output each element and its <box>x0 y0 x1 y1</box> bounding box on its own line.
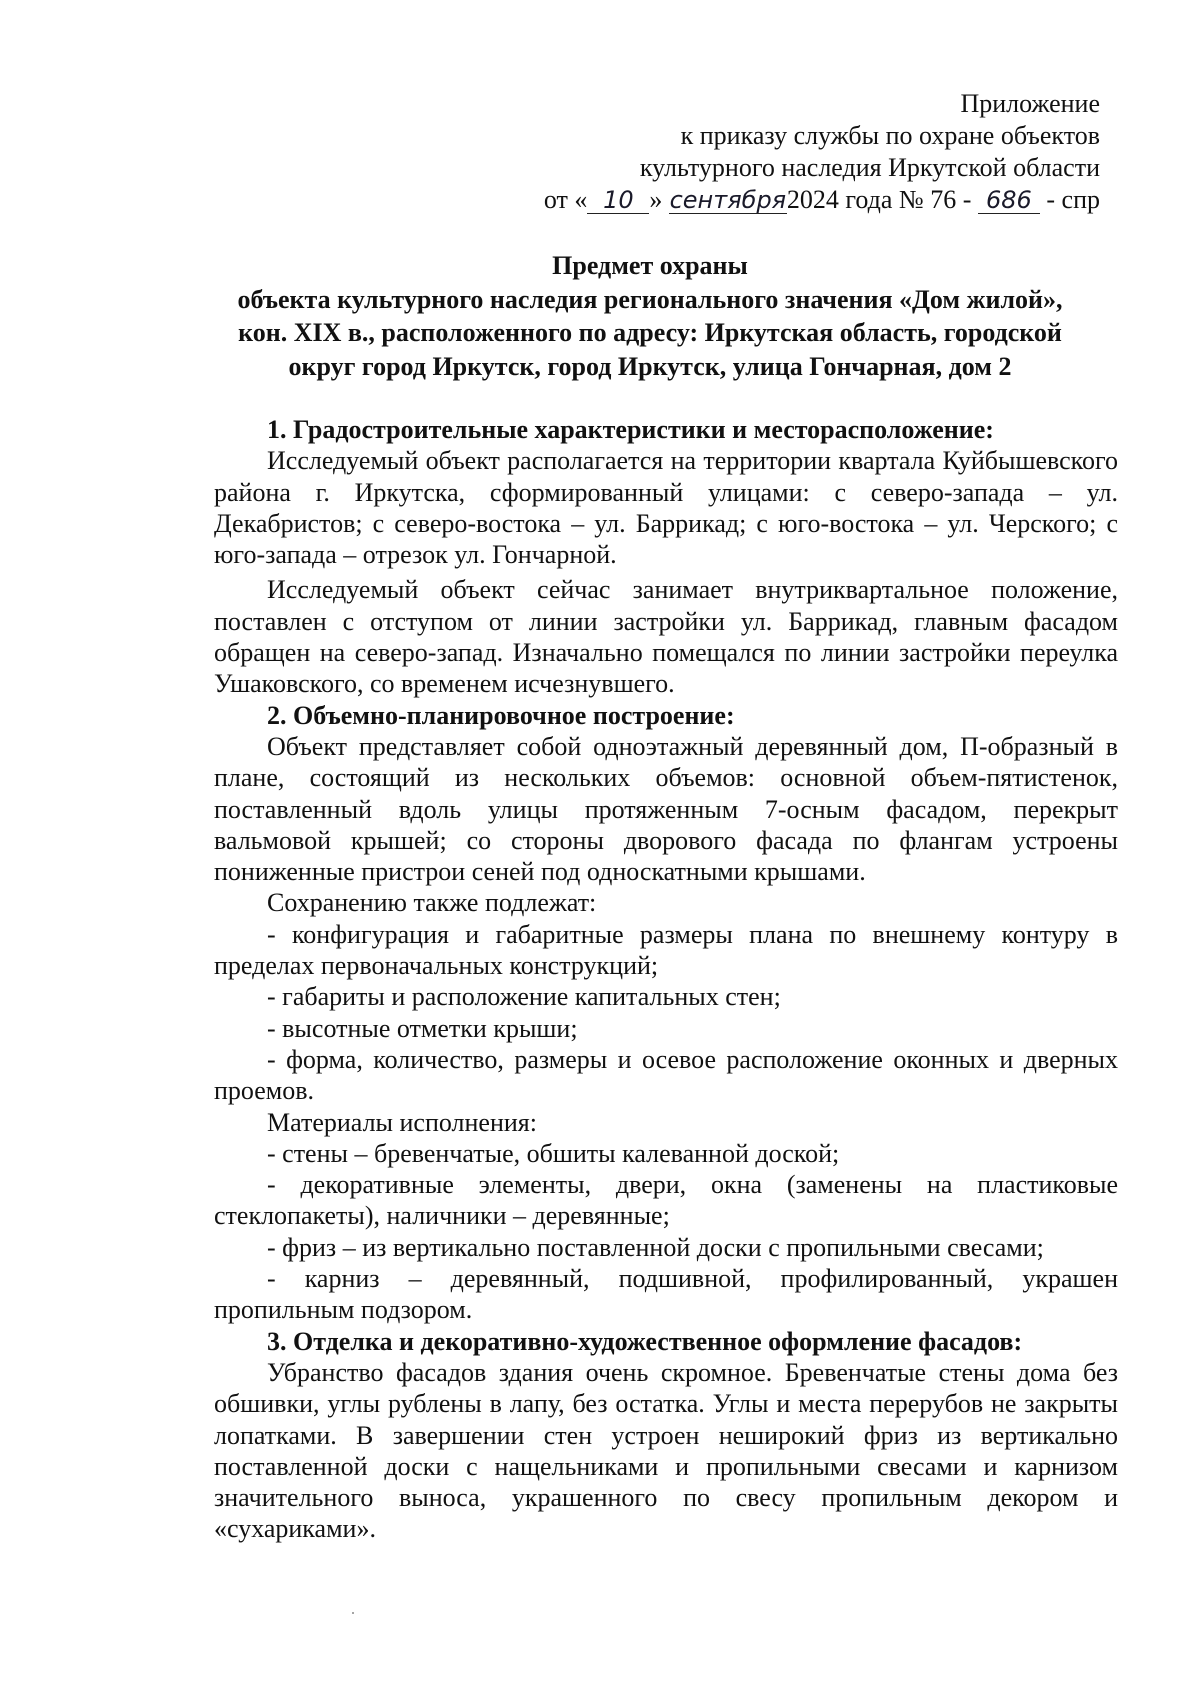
title-line-4: округ город Иркутск, город Иркутск, улица Гончарная, дом 2 <box>288 351 1012 381</box>
section-2-list-item-1: - конфигурация и габаритные размеры плана по внешнему контуру в пределах первоначальных конструкций; <box>214 919 1118 981</box>
order-suffix: - спр <box>1046 185 1100 214</box>
section-3-paragraph-1: Убранство фасадов здания очень скромное. Бревенчатые стены дома без обшивки, углы рублены в лапу, без остатка. Углы и места перерубов не закрыты лопатками. В завершении стен устроен неширокий фриз из вертикально поставленной доски с нащельниками и пропильными свесами и карнизом значительного выноса, украшенного по свесу пропильным декором и «сухариками». <box>214 1357 1118 1544</box>
handwritten-day: 10 <box>587 187 649 214</box>
section-2-paragraph-2: Сохранению также подлежат: <box>267 888 597 918</box>
header-line-3: культурного наследия Иркутской области <box>639 153 1100 182</box>
section-1-paragraph-1: Исследуемый объект располагается на территории квартала Куйбышевского района г. Иркутска, сформированный улицами: с северо-запада – ул. Декабристов; с северо-востока – ул. Баррикад; с юго-востока – ул. Черского; с юго-запада – отрезок ул. Гончарной. <box>214 446 1118 570</box>
section-2-list-item-2: - габариты и расположение капитальных стен; <box>267 982 781 1012</box>
section-2-material-2: - декоративные элементы, двери, окна (заменены на пластиковые стеклопакеты), наличники – деревянные; <box>214 1170 1118 1231</box>
date-quote-close: » <box>649 185 663 214</box>
section-2-heading: 2. Объемно-планировочное построение: <box>267 700 735 730</box>
section-2-material-4: - карниз – деревянный, подшивной, профилированный, украшен пропильным подзором. <box>214 1264 1118 1325</box>
section-2-paragraph-1: Объект представляет собой одноэтажный деревянный дом, П-образный в плане, состоящий из нескольких объемов: основной объем-пятистенок, поставленный вдоль улицы протяженным 7-осным фасадом, перекрыт вальмовой крышей; со стороны дворового фасада по флангам устроены пониженные пристрои сеней под односкатными крышами. <box>214 731 1118 887</box>
section-2-list-item-4: - форма, количество, размеры и осевое расположение оконных и дверных проемов. <box>214 1044 1118 1106</box>
appendix-header <box>544 88 1100 216</box>
title-line-3: кон. XIX в., расположенного по адресу: Иркутская область, городской <box>238 318 1062 347</box>
header-date-line <box>544 184 1100 216</box>
section-3-heading: 3. Отделка и декоративно-художественное оформление фасадов: <box>267 1326 1023 1356</box>
section-2-material-3: - фриз – из вертикально поставленной доски с пропильными свесами; <box>267 1232 1044 1262</box>
scan-speck <box>352 1612 354 1614</box>
handwritten-month: сентября <box>669 186 787 214</box>
section-2-paragraph-3: Материалы исполнения: <box>267 1107 537 1137</box>
date-mid: 2024 года № 76 - <box>786 185 972 214</box>
date-prefix: от « <box>543 185 588 214</box>
title-line-2: объекта культурного наследия регионального значения «Дом жилой», <box>237 284 1063 314</box>
header-line-1: Приложение <box>960 89 1100 118</box>
handwritten-order-number: 686 <box>978 187 1040 214</box>
title-line-1: Предмет охраны <box>552 251 748 280</box>
document-body <box>214 414 1118 1545</box>
section-1-paragraph-2: Исследуемый объект сейчас занимает внутриквартальное положение, поставлен с отступом от линии застройки ул. Баррикад, главным фасадом обращен на северо-запад. Изначально помещался по линии застройки переулка Ушаковского, со временем исчезнувшего. <box>214 575 1118 699</box>
document-title <box>180 249 1120 383</box>
section-1-heading: 1. Градостроительные характеристики и месторасположение: <box>267 415 994 444</box>
section-2-list-item-3: - высотные отметки крыши; <box>267 1013 578 1043</box>
header-line-2: к приказу службы по охране объектов <box>680 121 1100 150</box>
section-2-material-1: - стены – бревенчатые, обшиты калеванной доской; <box>267 1138 840 1168</box>
